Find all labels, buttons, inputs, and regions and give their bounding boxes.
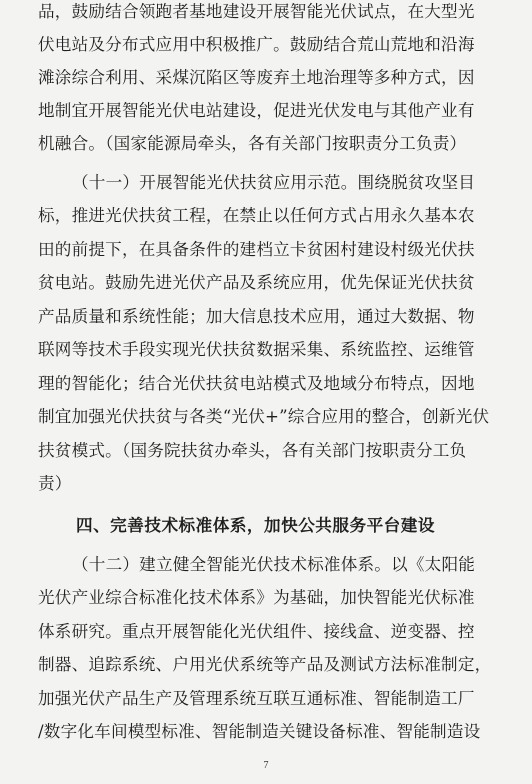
text-line: 标，推进光伏扶贫工程，在禁止以任何方式占用永久基本农 xyxy=(38,206,475,225)
paragraph-start-line: （十一）开展智能光伏扶贫应用示范。围绕脱贫攻坚目 xyxy=(72,173,476,192)
text-line: 联网等技术手段实现光伏扶贫数据采集、系统监控、运维管 xyxy=(38,340,475,359)
text-line: 田的前提下，在具备条件的建档立卡贫困村建设村级光伏扶 xyxy=(38,240,475,259)
text-line: 品，鼓励结合领跑者基地建设开展智能光伏试点，在大型光 xyxy=(38,2,475,21)
text-line: 制器、追踪系统、户用光伏系统等产品及测试方法标准制定， xyxy=(38,655,492,674)
text-line: 机融合。（国家能源局牵头，各有关部门按职责分工负责） xyxy=(38,134,467,153)
text-line: /数字化车间模型标准、智能制造关键设备标准、智能制造设 xyxy=(38,722,481,741)
text-line: 制宜加强光伏扶贫与各类“光伏+”综合应用的整合，创新光伏 xyxy=(38,407,490,426)
text-line: 贫电站。鼓励先进光伏产品及系统应用，优先保证光伏扶贫 xyxy=(38,273,475,292)
text-line: 地制宜开展智能光伏电站建设，促进光伏发电与其他产业有 xyxy=(38,101,475,120)
text-line: 产品质量和系统性能；加大信息技术应用，通过大数据、物 xyxy=(38,307,475,326)
text-line: 加强光伏产品生产及管理系统互联互通标准、智能制造工厂 xyxy=(38,689,475,708)
text-line: 滩涂综合利用、采煤沉陷区等废弃土地治理等多种方式，因 xyxy=(38,68,475,87)
text-line: 责） xyxy=(38,474,72,493)
page-number: 7 xyxy=(263,760,269,771)
text-line: 理的智能化；结合光伏扶贫电站模式及地域分布特点，因地 xyxy=(38,374,475,393)
text-line: 扶贫模式。（国务院扶贫办牵头，各有关部门按职责分工负 xyxy=(38,441,467,460)
text-line: 伏电站及分布式应用中积极推广。鼓励结合荒山荒地和沿海 xyxy=(38,35,475,54)
section-heading: 四、完善技术标准体系，加快公共服务平台建设 xyxy=(76,515,435,535)
text-line: 光伏产业综合标准化技术体系》为基础，加快智能光伏标准 xyxy=(38,588,475,607)
paragraph-start-line: （十二）建立健全智能光伏技术标准体系。以《太阳能 xyxy=(72,555,476,574)
text-line: 体系研究。重点开展智能化光伏组件、接线盒、逆变器、控 xyxy=(38,622,475,641)
